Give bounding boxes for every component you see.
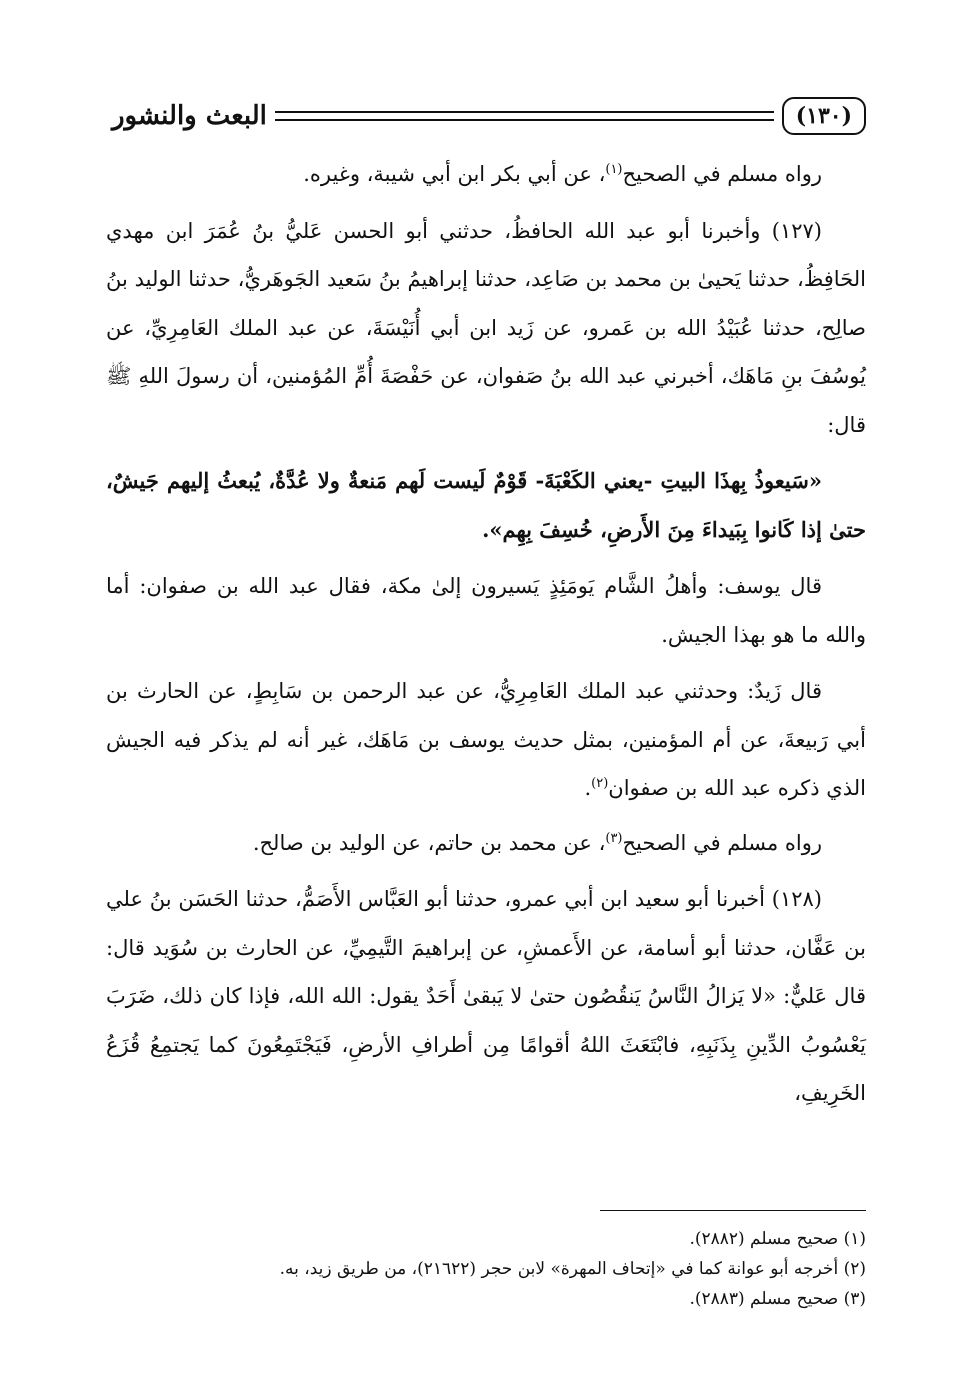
paragraph-text-cont: ، عن أبي بكر ابن أبي شيبة، وغيره. — [303, 162, 606, 186]
paragraph-1 — [106, 150, 866, 199]
paragraph-hadith-128: (١٢٨) أخبرنا أبو سعيد ابن أبي عمرو، حدثنا أبو العَبَّاس الأَصَمُّ، حدثنا الحَسَن بنُ علي بن عَفَّان، حدثنا أبو أسامة، عن الأَعمشِ، عن إبراهيمَ التَّيمِيِّ، عن الحارث بن سُوَيد قال: قال عَليٌّ: «لا يَزالُ النَّاسُ يَنقُصُون حتىٰ لا يَبقىٰ أَحَدٌ يقول: الله الله، فإذا كان ذلك، ضَرَبَ يَعْسُوبُ الدِّينِ بِذَنَبِهِ، فابْتَعَثَ اللهُ أقوامًا مِن أطرافِ الأرضِ، فَيَجْتَمِعُونَ كما يَجتمِعُ قُزَعُ الخَرِيفِ، — [106, 887, 866, 1105]
footnotes — [106, 1224, 866, 1314]
footnote-separator — [600, 1210, 866, 1211]
paragraph-zayd — [106, 667, 866, 813]
paragraph-text-cont: ، عن محمد بن حاتم، عن الوليد بن صالح. — [252, 830, 606, 855]
footnote-ref-3[interactable]: (٣) — [605, 830, 623, 846]
paragraph-text-cont: . — [584, 776, 592, 800]
hadith-quote: «سَيعوذُ بِهذَا البيتِ -يعني الكَعْبَةَ- قَوْمٌ لَيست لَهم مَنعةٌ ولا عُدَّةٌ، يُبعثُ إليهم جَيشٌ، حتىٰ إذا كَانوا بِبَيداءَ مِنَ الأَرضِ، خُسِفَ بِهِم». — [106, 468, 866, 542]
page-number: (١٣٠) — [782, 97, 866, 135]
book-title: البعث والنشور — [112, 101, 267, 131]
footnote-1: (١) صحيح مسلم (٢٨٨٢). — [689, 1229, 866, 1249]
footnote-2: (٢) أخرجه أبو عوانة كما في «إتحاف المهرة» لابن حجر (٢١٦٢٢)، من طريق زيد، به. — [279, 1259, 866, 1279]
paragraph-yusuf: قال يوسف: وأهلُ الشَّام يَومَئِذٍ يَسيرون إلىٰ مكة، فقال عبد الله بن صفوان: أما والله ما هو بهذا الجيش. — [106, 574, 866, 647]
paragraph-muslim-ref — [106, 819, 866, 868]
footnote-ref-2[interactable]: (٢) — [591, 776, 609, 791]
header-rule — [275, 111, 774, 121]
footnote-ref-1[interactable]: (١) — [605, 162, 623, 177]
paragraph-hadith-127: (١٢٧) وأخبرنا أبو عبد الله الحافظُ، حدثني أبو الحسن عَليُّ بنُ عُمَرَ ابن مهدي الحَافِظُ، حدثنا يَحيىٰ بن محمد بن صَاعِد، حدثنا إبراهيمُ بنُ سَعيد الجَوهَريُّ، حدثنا الوليد بنُ صالِح، حدثنا عُبَيْدُ الله بن عَمرو، عن زَيد ابن أبي أُنَيْسَةَ، عن عبد الملك العَامِرِيِّ، عن يُوسُفَ بنِ مَاهَك، أخبرني عبد الله بنُ صَفوان، عن حَفْصَةَ أُمِّ المُؤمنين، أن رسولَ اللهِ ﷺ قال: — [106, 218, 866, 437]
paragraph-text: رواه مسلم في الصحيح — [622, 162, 822, 186]
paragraph-text: رواه مسلم في الصحيح — [622, 830, 822, 855]
running-header — [112, 94, 866, 138]
main-text — [106, 150, 866, 1126]
footnote-3: (٣) صحيح مسلم (٢٨٨٣). — [689, 1289, 866, 1309]
paragraph-text: قال زَيدٌ: وحدثني عبد الملك العَامِرِيُّ، عن عبد الرحمن بن سَابِطٍ، عن الحارث بن أبي رَبيعةَ، عن أم المؤمنين، بمثل حديث يوسف بن مَاهَك، غير أنه لم يذكر فيه الجيش الذي ذكره عبد الله بن صفوان — [106, 679, 866, 800]
